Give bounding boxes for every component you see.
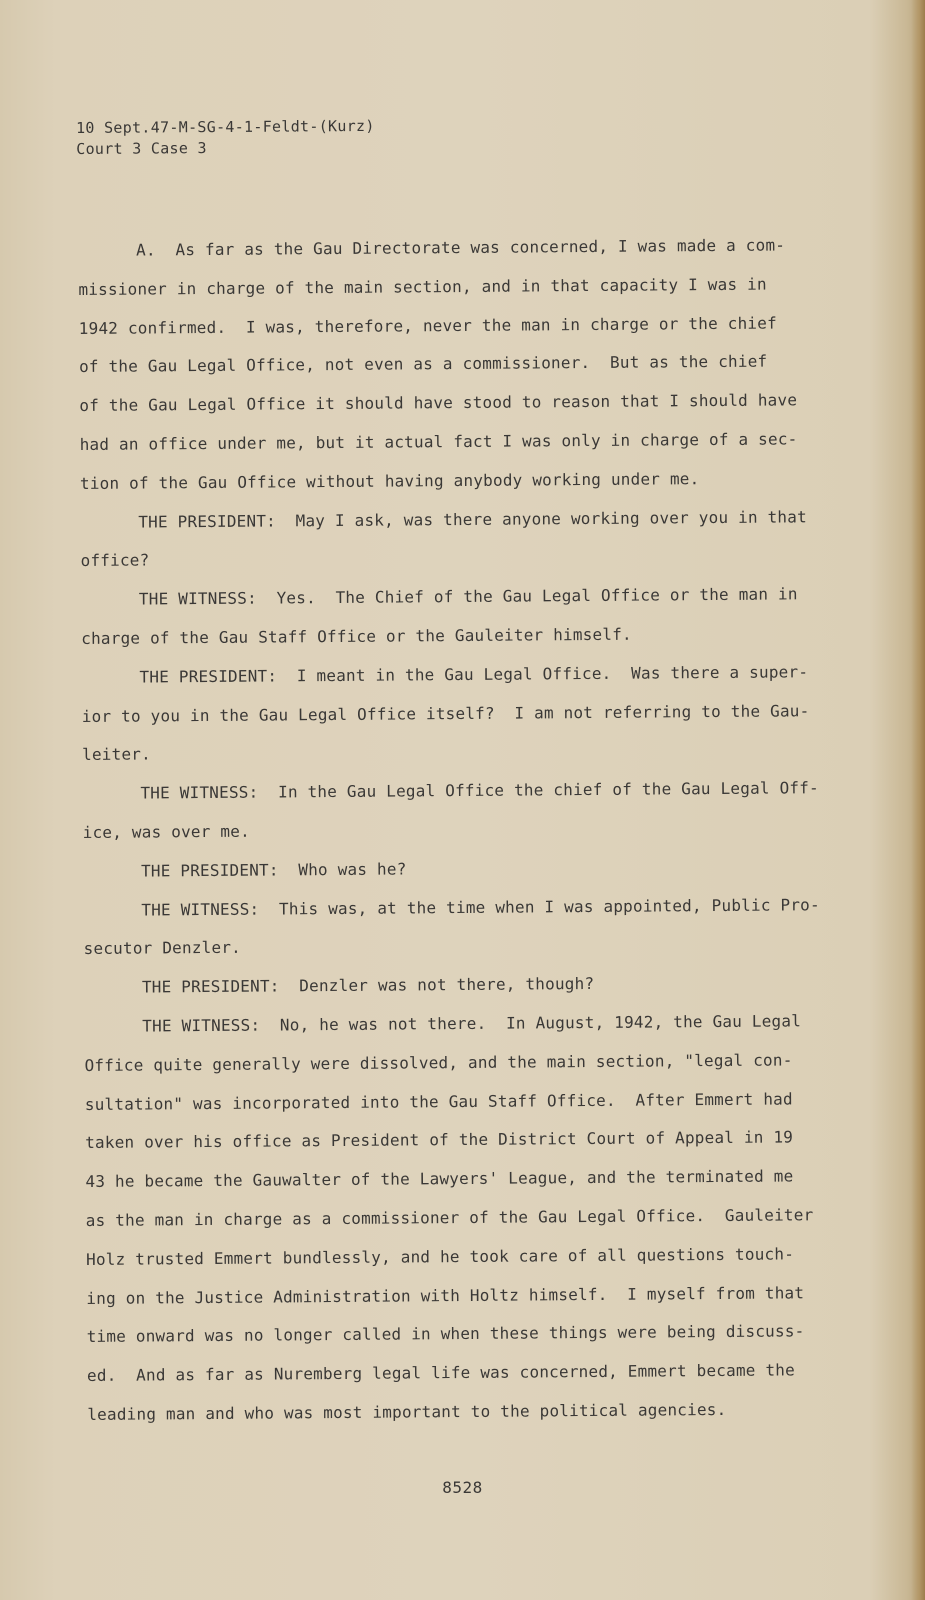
text-line: as the man in charge as a commissioner of the Gau Legal Office. Gauleiter [85, 1205, 814, 1230]
text-line: A. As far as the Gau Directorate was concerned, I was made a com- [136, 235, 786, 260]
text-line: of the Gau Legal Office, not even as a commissioner. But as the chief [78, 351, 768, 377]
text-line: THE WITNESS: No, he was not there. In August, 1942, the Gau Legal [142, 1011, 802, 1036]
text-line: taken over his office as President of the District Court of Appeal in 19 [85, 1127, 794, 1153]
text-line: 43 he became the Gauwalter of the Lawyers' League, and the terminated me [85, 1166, 794, 1192]
text-line: tion of the Gau Office without having anybody working under me. [79, 468, 700, 493]
text-line: Office quite generally were dissolved, and the main section, "legal con- [84, 1050, 793, 1075]
text-line: ed. And as far as Nuremberg legal life was concerned, Emmert became the [86, 1360, 796, 1386]
text-line: had an office under me, but it actual fact I was only in charge of a sec- [79, 429, 798, 454]
text-line: ice, was over me. [82, 821, 250, 842]
text-line: of the Gau Legal Office it should have stood to reason that I should have [79, 390, 798, 416]
text-line: THE WITNESS: Yes. The Chief of the Gau Legal Office or the man in [138, 584, 798, 609]
page-number: 8528 [442, 1478, 483, 1497]
text-line: ior to you in the Gau Legal Office itself? I am not referring to the Gau- [81, 700, 810, 726]
text-line: THE PRESIDENT: May I ask, was there anyone working over you in that [138, 506, 807, 532]
text-line: charge of the Gau Staff Office or the Gauleiter himself. [81, 624, 632, 648]
text-line: office? [80, 550, 150, 571]
text-line: THE PRESIDENT: I meant in the Gau Legal Office. Was there a super- [139, 662, 809, 687]
text-line: leading man and who was most important to the political agencies. [87, 1399, 727, 1424]
text-line: THE WITNESS: In the Gau Legal Office the chief of the Gau Legal Off- [140, 778, 819, 803]
text-line: THE PRESIDENT: Denzler was not there, though? [141, 974, 595, 997]
text-line: time onward was no longer called in when these things were being discuss- [86, 1321, 805, 1347]
document-header [76, 116, 375, 160]
text-line: THE WITNESS: This was, at the time when I was appointed, Public Pro- [141, 894, 820, 920]
text-line: ing on the Justice Administration with Holtz himself. I myself from that [86, 1282, 805, 1308]
text-line: 1942 confirmed. I was, therefore, never the man in charge or the chief [78, 313, 777, 338]
text-line: sultation" was incorporated into the Gau Staff Office. After Emmert had [84, 1088, 793, 1114]
text-line: THE PRESIDENT: Who was he? [140, 859, 407, 881]
text-line: missioner in charge of the main section, and in that capacity I was in [78, 274, 767, 299]
header-court: Court 3 Case 3 [76, 139, 207, 158]
text-line: leiter. [82, 744, 152, 765]
paper-edge [911, 0, 925, 1600]
header-reference: 10 Sept.47-M-SG-4-1-Feldt-(Kurz) [76, 116, 375, 137]
text-line: Holz trusted Emmert bundlessly, and he took care of all questions touch- [85, 1244, 795, 1269]
text-line: secutor Denzler. [83, 938, 242, 959]
transcript-body [78, 226, 847, 1435]
